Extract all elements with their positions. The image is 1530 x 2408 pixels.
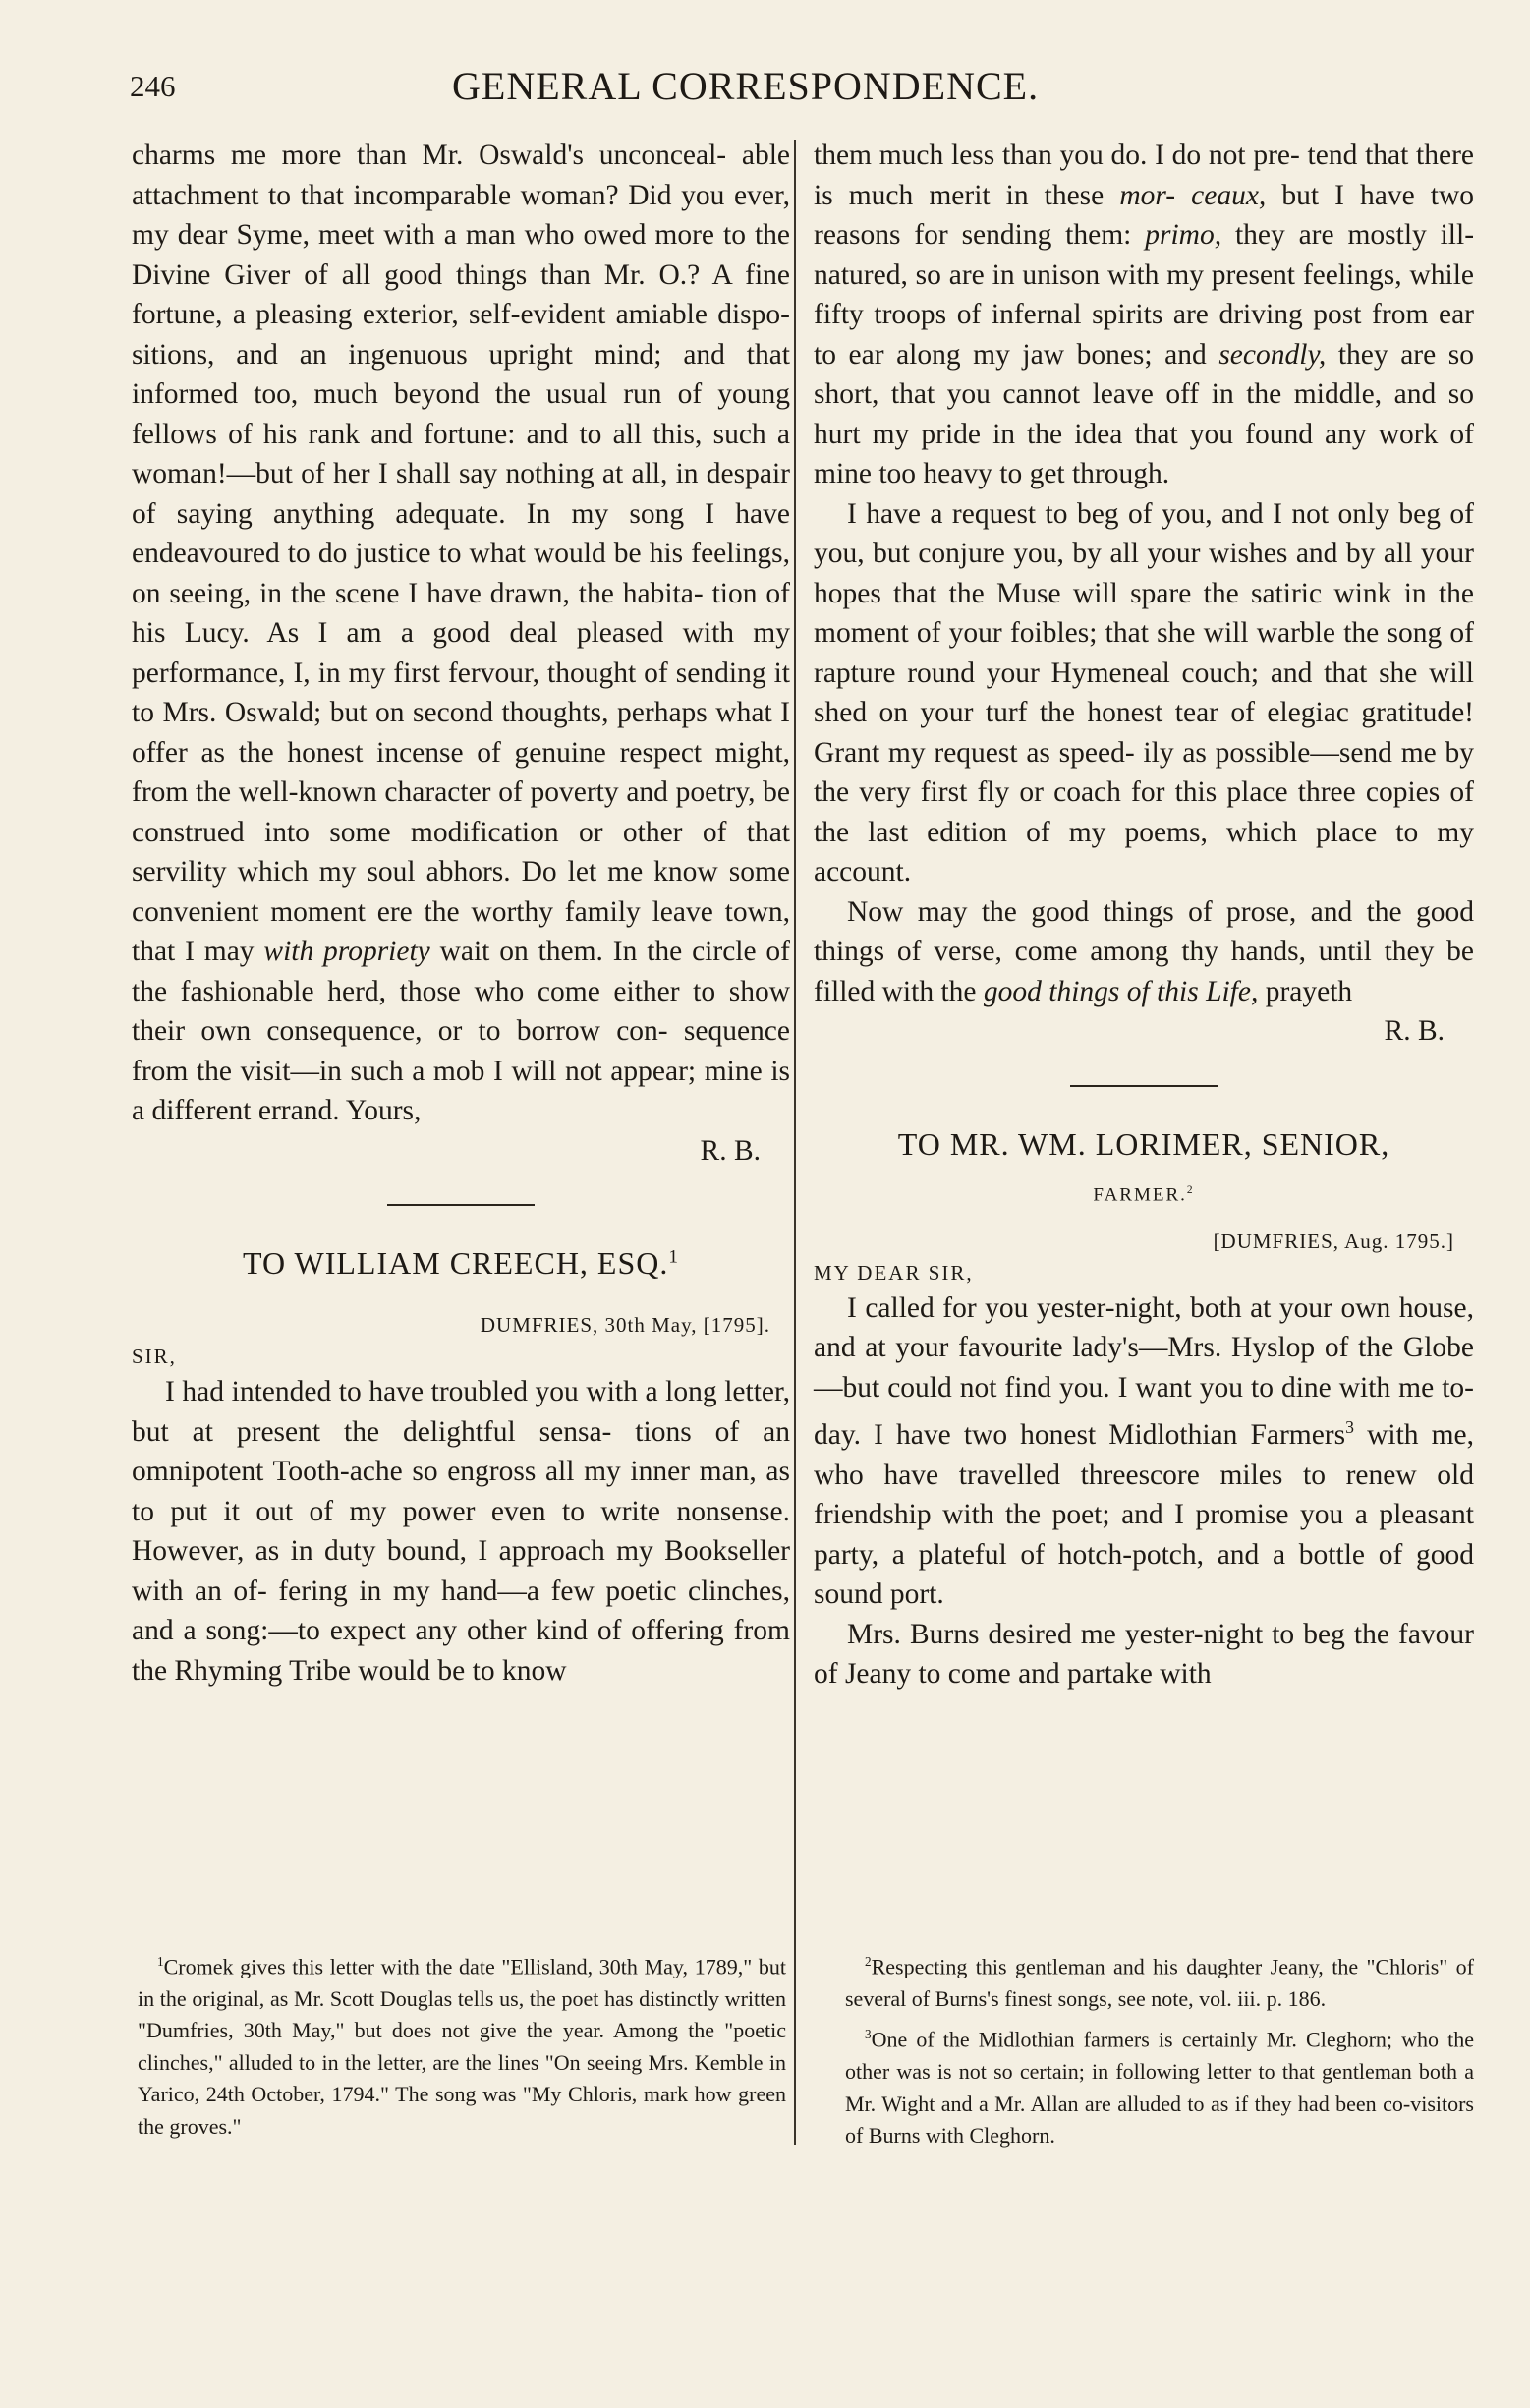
section-rule xyxy=(387,1204,535,1206)
salutation: MY DEAR SIR, xyxy=(814,1260,974,1285)
column-divider xyxy=(794,140,796,2145)
section-rule xyxy=(1070,1085,1218,1087)
letter-subheading: FARMER.$^2$ xyxy=(1093,1183,1195,1205)
letter-continuation: charms me more than Mr. Oswald's unconceal- able attachment to that incomparable woman? Did you ever, my dear Syme, meet with a man who owed more to the Divine Giver of all good things than Mr. O.? A fine fortune, a pleasing exterior, self-evident amiable dispo- sitions, and an ingenuous upright mind; and that informed too, much beyond the usual run of young fellows of his rank and fortune: and to all this, such a woman!—but of her I shall say nothing at all, in despair of saying anything adequate. In my song I have endeavoured to do justice to what would be his feelings, on seeing, in the scene I have drawn, the habita- tion of his Lucy. As I am a good deal pleased with my performance, I, in my first fervour, thought of sending it to Mrs. Oswald; but on second thoughts, perhaps what I offer as the honest incense of genuine respect might, from the well-known character of poverty and poetry, be construed into some modification or other of that servility which my soul abhors. Do let me know some convenient moment ere the worthy family leave town, that I may with propriety wait on them. In the circle of the fashionable herd, those who come either to show their own consequence, or to borrow con- sequence from the visit—in such a mob I will not appear; mine is a different errand. Yours, xyxy=(132,140,790,1126)
right-column xyxy=(814,136,1474,1694)
page-number: 246 xyxy=(130,69,176,103)
signature: R. B. xyxy=(1384,1015,1445,1047)
running-title: GENERAL CORRESPONDENCE. xyxy=(452,64,1040,108)
letter-body: Mrs. Burns desired me yester-night to beg the favour of Jeany to come and partake with xyxy=(814,1618,1474,1691)
left-column xyxy=(132,136,790,1691)
dateline: [DUMFRIES, Aug. 1795.] xyxy=(1213,1229,1454,1253)
footnote: $^2$Respecting this gentleman and his daughter Jeany, the "Chloris" of several of Burns's finest songs, see note, vol. iii. p. 186. xyxy=(845,1954,1474,2011)
salutation: SIR, xyxy=(132,1345,177,1368)
letter-heading-lorimer: TO MR. WM. LORIMER, SENIOR, xyxy=(897,1125,1390,1162)
signature: R. B. xyxy=(700,1134,761,1167)
letter-paragraph: I have a request to beg of you, and I not only beg of you, but conjure you, by all your wishes and by all your hopes that the Muse will spare the satiric wink in the moment of your foibles; that she will warble the song of rapture round your Hymeneal couch; and that she will shed on your turf the honest tear of elegiac gratitude! Grant my request as speed- ily as possible—send me by the very first fly or coach for this place three copies of the last edition of my poems, which place to my account. xyxy=(814,497,1474,888)
dateline: DUMFRIES, 30th May, [1795]. xyxy=(480,1313,770,1337)
footnote: $^3$One of the Midlothian farmers is certainly Mr. Cleghorn; who the other was is not so certain; in following letter to that gentleman both a Mr. Wight and a Mr. Allan are alluded to as if they had been co-visitors of Burns with Cleghorn. xyxy=(845,2027,1474,2149)
letter-paragraph: them much less than you do. I do not pre- tend that there is much merit in these mor- ceaux, but I have two reasons for sending them: primo, they are mostly ill-natured, so are in unison with my present feelings, while fifty troops of infernal spirits are driving post from ear to ear along my jaw bones; and secondly, they are so short, that you cannot leave off in the middle, and so hurt my pride in the idea that you found any work of mine too heavy to get through. xyxy=(814,140,1475,489)
footnotes-right xyxy=(845,1946,1474,2156)
footnote: $^1$Cromek gives this letter with the date "Ellisland, 30th May, 1789," but in the original, as Mr. Scott Douglas tells us, the poet has distinctly written "Dumfries, 30th May," but does not give the year. Among the "poetic clinches," alluded to in the letter, are the lines "On seeing Mrs. Kemble in Yarico, 24th October, 1794." The song was "My Chloris, mark how green the groves." xyxy=(138,1954,786,2139)
letter-heading-creech: TO WILLIAM CREECH, ESQ.$^1$ xyxy=(243,1245,679,1281)
letter-paragraph: Now may the good things of prose, and the good things of verse, come among thy hands, until they be filled with the good things of this Life, prayeth xyxy=(814,895,1474,1007)
footnotes-left xyxy=(138,1946,786,2147)
letter-body: I called for you yester-night, both at your own house, and at your favourite lady's—Mrs. Hyslop of the Globe—but could not find you. I want you to dine with me to-day. I have two honest Midlothian Farmers$^3$ with me, who have travelled threescore miles to renew old friendship with the poet; and I promise you a pleasant party, a plateful of hotch-potch, and a bottle of good sound port. xyxy=(814,1291,1475,1611)
letter-body: I had intended to have troubled you with a long letter, but at present the delightful sensa- tions of an omnipotent Tooth-ache so engross all my inner man, as to put it out of my power even to write nonsense. However, as in duty bound, I approach my Bookseller with an of- fering in my hand—a few poetic clinches, and a song:—to expect any other kind of offering from the Rhyming Tribe would be to know xyxy=(132,1376,790,1687)
